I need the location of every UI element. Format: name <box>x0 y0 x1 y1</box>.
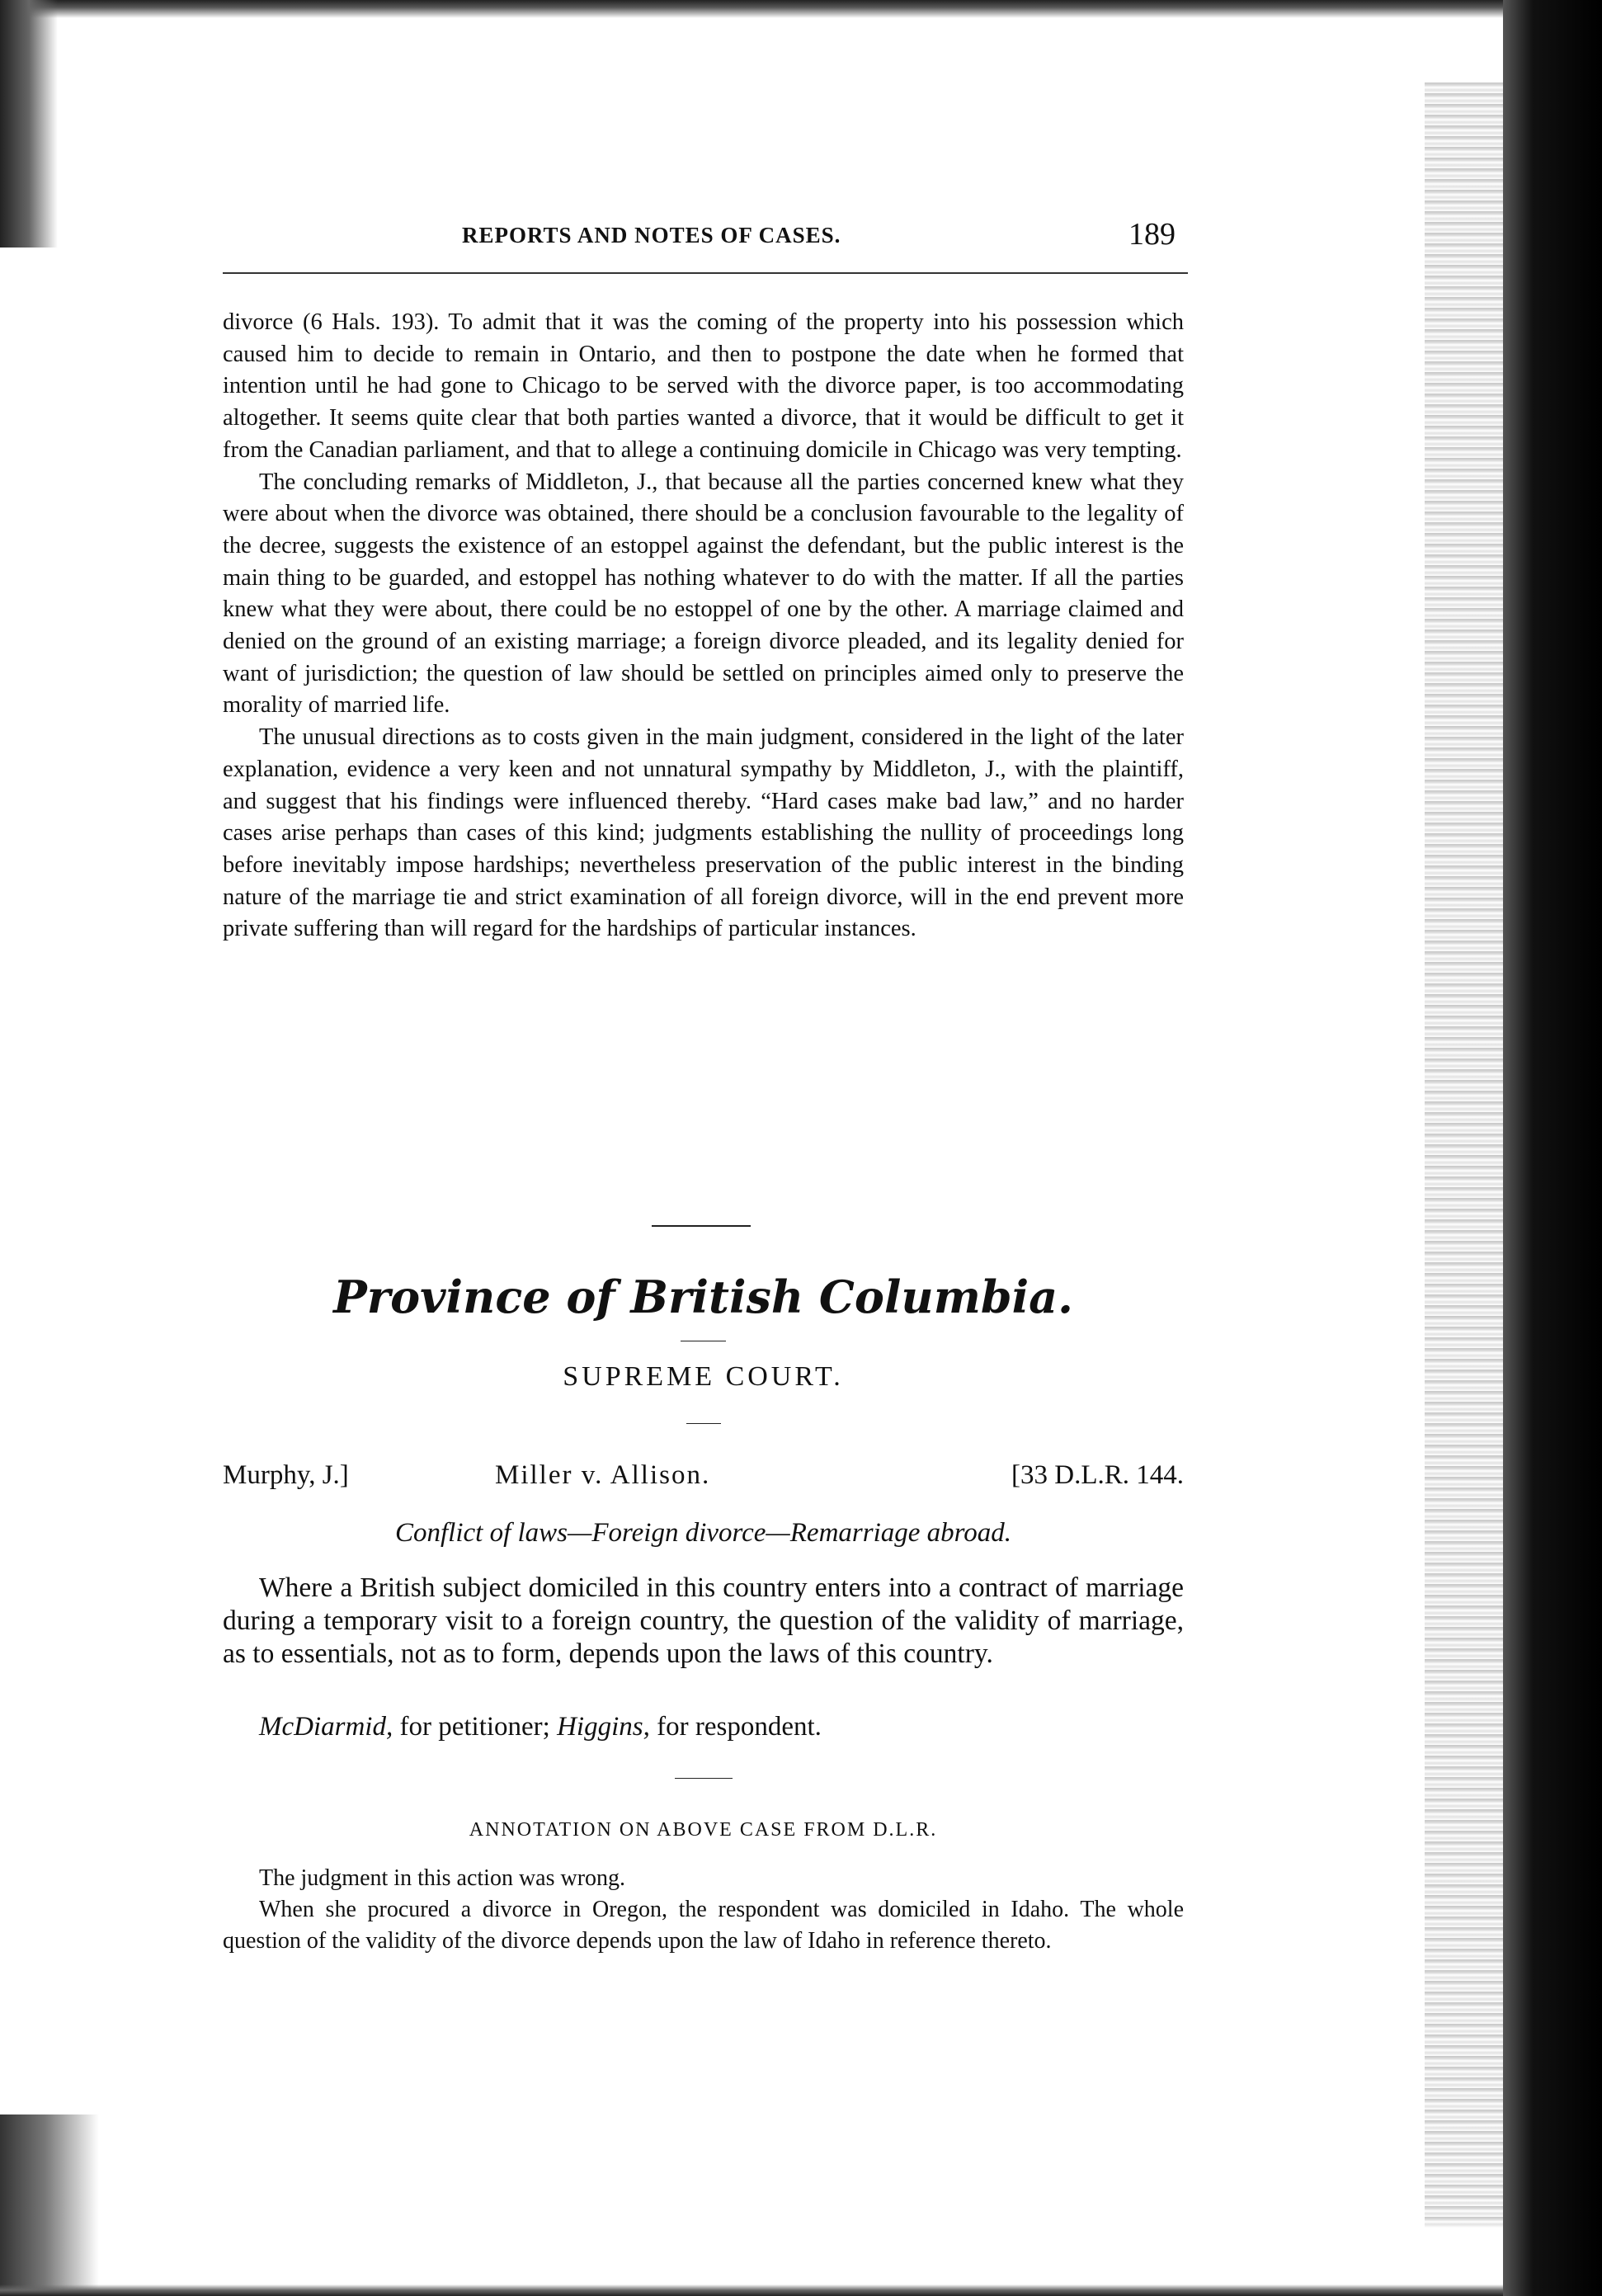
section-title: Province of British Columbia. <box>333 1271 1073 1323</box>
counsel-petitioner-name: McDiarmid, <box>259 1712 393 1742</box>
paragraph: The unusual directions as to costs given in the main judgment, considered in the light of the later explanation, evidence a very keen and not unnatural sympathy by Middleton, J., with the plaintiff, and suggest that his findings were influenced thereby. “Hard cases make bad law,” and no harder cases arise perhaps than cases of this kind; judgments establishing the nullity of proceedings long before inevitably impose hardships; nevertheless preservation of the public interest in the binding nature of the marriage tie and strict examination of all foreign divorce, will in the end prevent more private suffering than will regard for the hardships of particular instances. <box>223 724 1184 942</box>
counsel <box>259 1712 1183 1742</box>
divider <box>675 1778 733 1779</box>
annotation-heading: ANNOTATION ON ABOVE CASE FROM D.L.R. <box>469 1819 938 1841</box>
divider <box>686 1423 721 1424</box>
citation: [33 D.L.R. 144. <box>1011 1460 1184 1490</box>
counsel-respondent-role: for respondent. <box>649 1712 822 1742</box>
scan-gutter-speckle <box>1425 83 1503 2228</box>
paragraph: The judgment in this action was wrong. <box>259 1865 626 1891</box>
paragraph: The concluding remarks of Middleton, J., that because all the parties concerned knew what they were about when the divorce was obtained, there should be a conclusion favourable to the legality of the decree, suggests the existence of an estoppel against the defendant, but the public interest is the main thing to be guarded, and estoppel has nothing whatever to do with the matter. If all the parties knew what they were about, there could be no estoppel of one by the other. A marriage claimed and denied on the ground of an existing marriage; a foreign divorce pleaded, and its legality denied for want of jurisdiction; the question of law should be settled on principles aimed only to preserve the morality of married life. <box>223 469 1184 719</box>
judge: Murphy, J.] <box>223 1460 349 1490</box>
case-line <box>223 1460 1184 1502</box>
case-name: Miller v. Allison. <box>495 1460 711 1490</box>
paragraph: divorce (6 Hals. 193). To admit that it was the coming of the property into his possession which caused him to decide to remain in Ontario, and then to postpone the date when he formed that intention until he had gone to Chicago to be served with the divorce paper, is too accommodating altogether. It seems quite clear that both parties wanted a divorce, that it would be difficult to get it from the Canadian parliament, and that to allege a continuing domicile in Chicago was very tempting. <box>223 309 1184 463</box>
headnote <box>223 1572 1184 1671</box>
catchwords: Conflict of laws—Foreign divorce—Remarriage abroad. <box>394 1518 1012 1548</box>
body-text <box>223 307 1184 945</box>
counsel-respondent-name: Higgins, <box>557 1712 650 1742</box>
scan-edge-left <box>0 0 58 248</box>
paragraph: When she procured a divorce in Oregon, the respondent was domiciled in Idaho. The whole question of the validity of the divorce depends upon the law of Idaho in reference thereto. <box>223 1897 1184 1954</box>
annotation-text <box>223 1863 1184 1957</box>
page-number: 189 <box>1128 217 1176 252</box>
header-rule <box>223 272 1188 274</box>
running-head <box>223 216 1188 266</box>
section-divider <box>652 1225 751 1227</box>
scan-edge-right <box>1503 0 1602 2296</box>
headnote-text: Where a British subject domiciled in this country enters into a contract of marriage during a temporary visit to a foreign country, the question of the validity of marriage, as to essentials, not as to form, depends upon the laws of this country. <box>223 1572 1184 1669</box>
court-name: SUPREME COURT. <box>563 1361 844 1392</box>
scan-edge-bottom <box>0 2284 1602 2296</box>
running-head-title: REPORTS AND NOTES OF CASES. <box>462 223 841 248</box>
scan-edge-left-bottom <box>0 2114 99 2296</box>
scan-edge-top <box>0 0 1602 18</box>
counsel-petitioner-role: for petitioner; <box>393 1712 558 1742</box>
